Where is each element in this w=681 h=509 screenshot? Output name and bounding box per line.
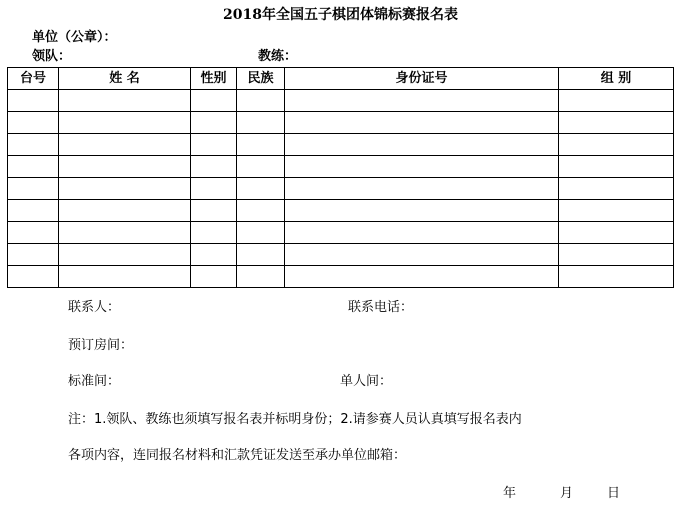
table-cell[interactable]	[285, 90, 559, 112]
table-cell[interactable]	[59, 134, 191, 156]
note-line-2: 各项内容，连同报名材料和汇款凭证发送至承办单位邮箱：	[68, 448, 407, 463]
table-cell[interactable]	[191, 222, 237, 244]
table-cell[interactable]	[191, 200, 237, 222]
table-cell[interactable]	[191, 112, 237, 134]
table-cell[interactable]	[8, 178, 59, 200]
table-cell[interactable]	[59, 90, 191, 112]
table-cell[interactable]	[8, 266, 59, 288]
date-month-label: 月	[560, 486, 574, 501]
table-cell[interactable]	[237, 200, 285, 222]
table-cell[interactable]	[237, 244, 285, 266]
date-year-label: 年	[503, 486, 517, 501]
contact-person-label: 联系人：	[68, 300, 121, 315]
table-cell[interactable]	[59, 112, 191, 134]
table-cell[interactable]	[237, 112, 285, 134]
header-ethnicity: 民族	[237, 68, 285, 90]
table-cell[interactable]	[191, 156, 237, 178]
table-cell[interactable]	[191, 90, 237, 112]
table-row	[8, 134, 674, 156]
table-cell[interactable]	[191, 244, 237, 266]
table-row	[8, 266, 674, 288]
table-cell[interactable]	[559, 266, 674, 288]
table-cell[interactable]	[559, 244, 674, 266]
table-row	[8, 156, 674, 178]
table-row	[8, 200, 674, 222]
table-cell[interactable]	[8, 134, 59, 156]
table-cell[interactable]	[285, 156, 559, 178]
table-row	[8, 90, 674, 112]
table-cell[interactable]	[237, 222, 285, 244]
leader-label: 领队：	[32, 49, 72, 64]
table-cell[interactable]	[59, 244, 191, 266]
header-gender: 性别	[191, 68, 237, 90]
table-cell[interactable]	[59, 222, 191, 244]
table-cell[interactable]	[285, 222, 559, 244]
table-cell[interactable]	[285, 244, 559, 266]
table-cell[interactable]	[559, 222, 674, 244]
table-cell[interactable]	[559, 112, 674, 134]
table-cell[interactable]	[191, 178, 237, 200]
coach-label: 教练：	[258, 49, 298, 64]
header-group: 组 别	[559, 68, 674, 90]
table-cell[interactable]	[8, 90, 59, 112]
contact-phone-label: 联系电话：	[348, 300, 414, 315]
table-cell[interactable]	[59, 266, 191, 288]
header-seat-number: 台号	[8, 68, 59, 90]
table-row	[8, 112, 674, 134]
table-cell[interactable]	[559, 90, 674, 112]
single-room-label: 单人间：	[340, 374, 393, 389]
document-title: 2018年全国五子棋团体锦标赛报名表	[223, 7, 458, 23]
table-cell[interactable]	[59, 200, 191, 222]
table-header-row	[8, 68, 674, 90]
table-cell[interactable]	[191, 134, 237, 156]
table-cell[interactable]	[285, 178, 559, 200]
table-row	[8, 222, 674, 244]
table-cell[interactable]	[559, 200, 674, 222]
table-cell[interactable]	[285, 134, 559, 156]
room-booking-label: 预订房间：	[68, 338, 134, 353]
table-cell[interactable]	[285, 200, 559, 222]
table-cell[interactable]	[285, 112, 559, 134]
registration-table	[7, 67, 674, 288]
table-cell[interactable]	[191, 266, 237, 288]
note-line-1: 注：1.领队、教练也须填写报名表并标明身份；2.请参赛人员认真填写报名表内	[68, 412, 522, 427]
header-id-number: 身份证号	[285, 68, 559, 90]
header-name: 姓 名	[59, 68, 191, 90]
table-cell[interactable]	[559, 178, 674, 200]
unit-label: 单位（公章）：	[32, 30, 117, 45]
date-day-label: 日	[607, 486, 621, 501]
table-cell[interactable]	[59, 178, 191, 200]
table-cell[interactable]	[237, 178, 285, 200]
table-cell[interactable]	[59, 156, 191, 178]
table-cell[interactable]	[237, 90, 285, 112]
table-cell[interactable]	[8, 222, 59, 244]
table-cell[interactable]	[237, 266, 285, 288]
table-row	[8, 178, 674, 200]
table-row	[8, 244, 674, 266]
table-cell[interactable]	[559, 134, 674, 156]
table-cell[interactable]	[559, 156, 674, 178]
table-cell[interactable]	[237, 156, 285, 178]
table-cell[interactable]	[8, 244, 59, 266]
table-cell[interactable]	[8, 156, 59, 178]
standard-room-label: 标准间：	[68, 374, 121, 389]
table-cell[interactable]	[8, 200, 59, 222]
table-cell[interactable]	[237, 134, 285, 156]
table-cell[interactable]	[285, 266, 559, 288]
table-cell[interactable]	[8, 112, 59, 134]
